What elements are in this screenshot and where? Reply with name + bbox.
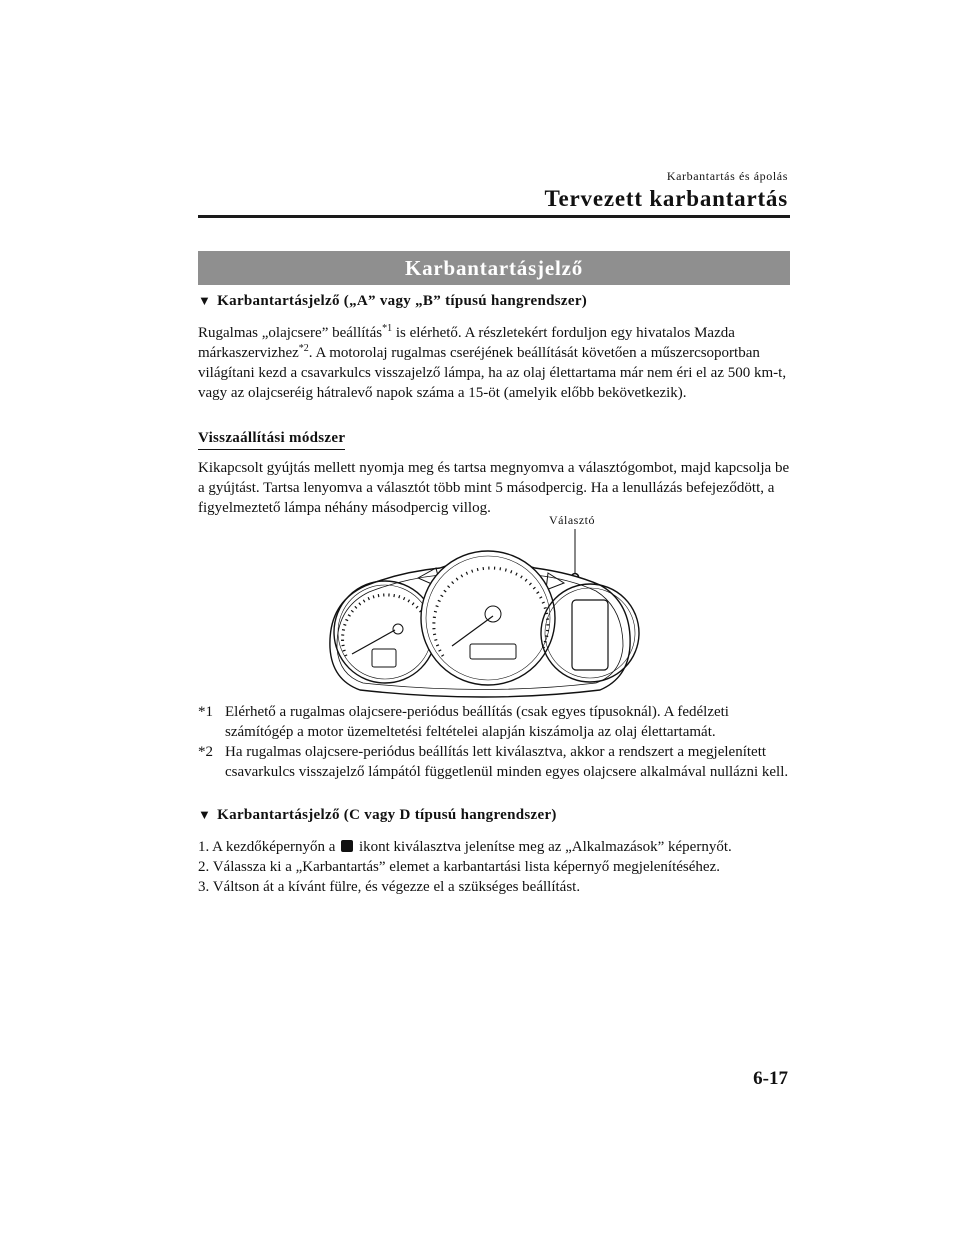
intro-paragraph: Rugalmas „olajcsere” beállítás$^{*1}$ is elérhető. A részletekért forduljon egy hivatalos Mazda márkaszervizhez$^{*2}$. A motorolaj rugalmas cseréjének beállítását követően a műszercsoportban világítani kezd a csavarkulcs visszajelző lámpa, ha az olaj élettartama már nem éri el az 500 km-t, vagy az olajcseréig hátralevő napok száma a 15-öt (amelyik előbb bekövetkezik).: [198, 323, 787, 401]
reset-method-heading: Visszaállítási módszer: [198, 430, 345, 450]
footnote-mark: *2: [198, 744, 213, 760]
section-title: Tervezett karbantartás: [544, 186, 788, 211]
footnote-ref-2: *2: [298, 343, 309, 354]
banner-title: Karbantartásjelző: [404, 255, 584, 280]
step-3: 3. Váltson át a kívánt fülre, és végezze el a szükséges beállítást.: [198, 879, 581, 895]
header-divider: [198, 215, 790, 218]
footnote-mark: *1: [198, 704, 213, 720]
speedometer-gauge: [421, 551, 555, 685]
subsection-title: Karbantartásjelző („A” vagy „B” típusú hangrendszer): [217, 293, 588, 309]
steps-list: [198, 837, 732, 897]
step-2: 2. Válassza ki a „Karbantartás” elemet a karbantartási lista képernyő megjelenítéséhez.: [198, 859, 720, 875]
triangle-marker-icon: ▼: [198, 807, 212, 822]
footnote-2: [198, 742, 790, 782]
subsection-title: Karbantartásjelző (C vagy D típusú hangrendszer): [217, 807, 557, 823]
triangle-marker-icon: ▼: [198, 293, 212, 308]
selector-callout-label: Választó: [549, 513, 595, 527]
instrument-cluster-illustration: [310, 528, 650, 700]
footnote-text: Ha rugalmas olajcsere-periódus beállítás lett kiválasztva, akkor a rendszert a megjelenített csavarkulcs visszajelző lámpától függetlenül minden egyes olajcsere alkalmával nullázni kell.: [225, 744, 789, 780]
step-1: 1. A kezdőképernyőn a ikont kiválasztva jelenítse meg az „Alkalmazások” képernyőt.: [198, 839, 732, 855]
subsection-heading-cd: [198, 807, 557, 824]
subsection-heading-ab: [198, 293, 587, 310]
footnote-ref-1: *1: [382, 323, 393, 334]
applications-icon: [341, 840, 353, 852]
footnote-1: [198, 702, 790, 742]
reset-paragraph: Kikapcsolt gyújtás mellett nyomja meg és tartsa megnyomva a választógombot, majd kapcsolja be a gyújtást. Tartsa lenyomva a választót több mint 5 másodpercig. Ha a lenullázás befejeződött, a figyelmeztető lámpa néhány másodpercig villog.: [198, 460, 790, 516]
page-number: 6-17: [753, 1068, 788, 1089]
footnote-text: Elérhető a rugalmas olajcsere-periódus beállítás (csak egyes típusoknál). A fedélzeti számítógép a motor üzemeltetési feltételei alapján kiszámolja az olaj élettartamát.: [225, 704, 729, 740]
section-banner: [198, 251, 790, 285]
chapter-title: Karbantartás és ápolás: [666, 169, 788, 183]
